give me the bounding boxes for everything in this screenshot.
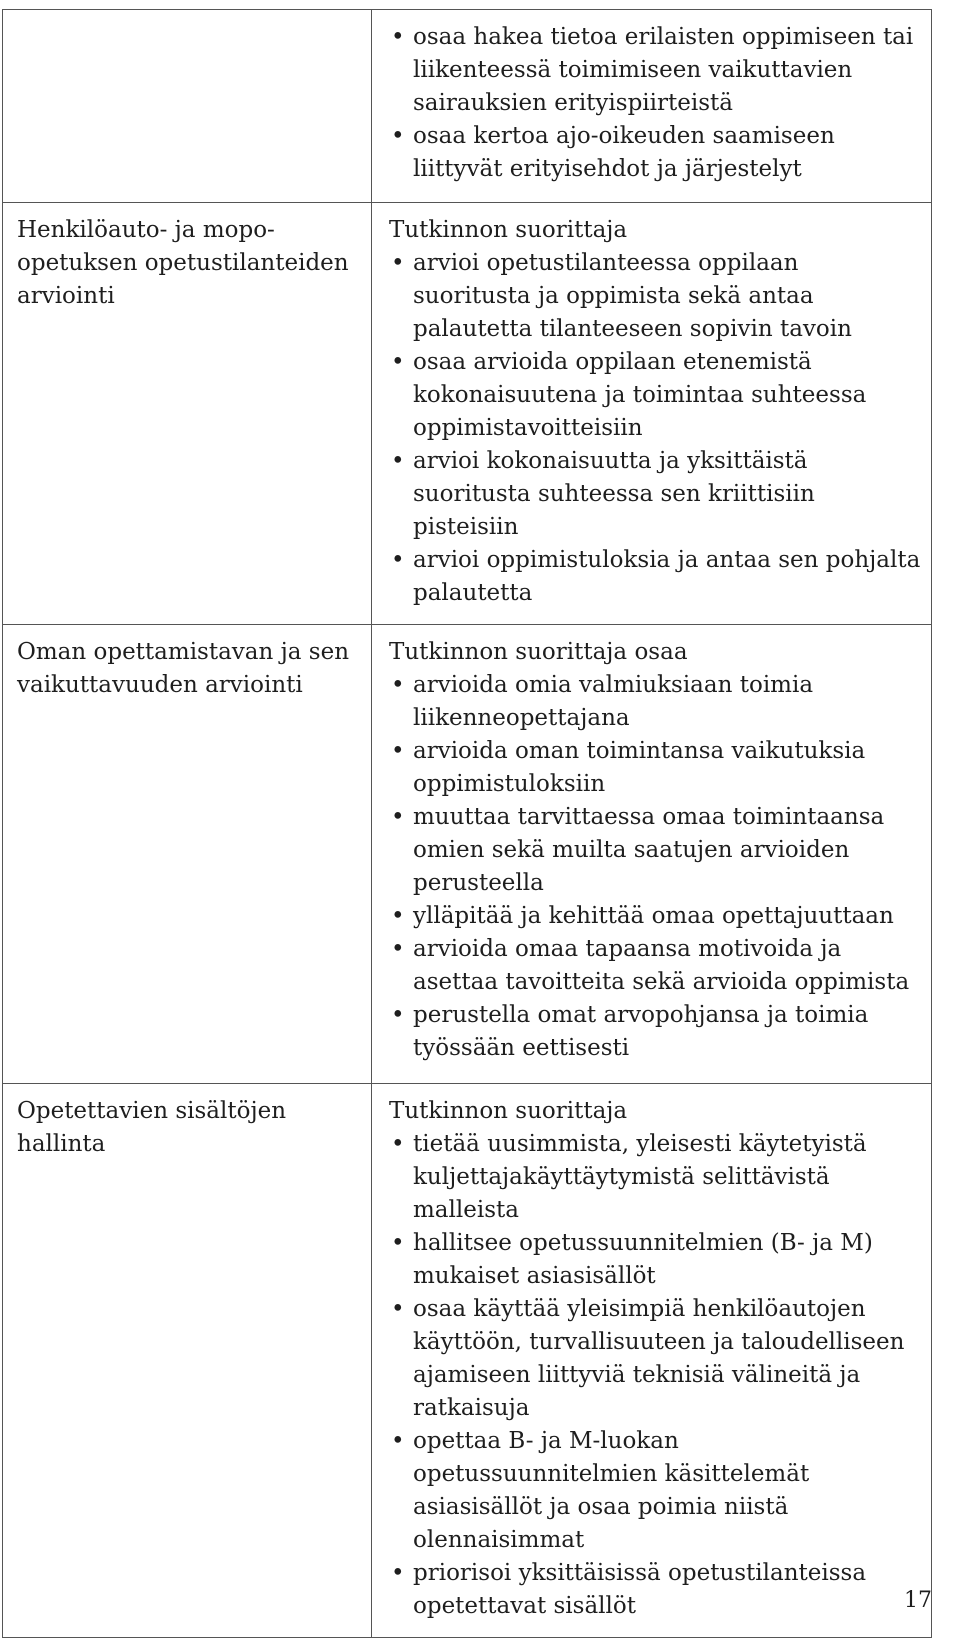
- row-label: Oman opettamistavan ja sen vaikuttavuuden arviointi: [17, 639, 350, 698]
- list-item: • arvioi opetustilanteessa oppilaan suoritusta ja oppimista sekä antaa palautetta tilanteeseen sopivin tavoin: [389, 247, 921, 346]
- bullet-list: [389, 669, 921, 1065]
- row-content-cell: [372, 1084, 932, 1638]
- row-intro: Tutkinnon suorittaja: [389, 217, 628, 243]
- bullet-list: [389, 1128, 921, 1623]
- list-item: • arvioi kokonaisuutta ja yksittäistä suoritusta suhteessa sen kriittisiin pisteisiin: [389, 445, 921, 544]
- table-row: [3, 1084, 932, 1638]
- list-item: • hallitsee opetussuunnitelmien (B- ja M) mukaiset asiasisällöt: [389, 1227, 921, 1293]
- list-item: • arvioida omia valmiuksiaan toimia liikenneopettajana: [389, 669, 921, 735]
- list-item: • arvioi oppimistuloksia ja antaa sen pohjalta palautetta: [389, 544, 921, 610]
- list-item: • arvioida oman toimintansa vaikutuksia oppimistuloksiin: [389, 735, 921, 801]
- row-content-cell: [372, 10, 932, 203]
- list-item: • osaa käyttää yleisimpiä henkilöautojen käyttöön, turvallisuuteen ja taloudelliseen ajamiseen liittyviä teknisiä välineitä ja ratkaisuja: [389, 1293, 921, 1425]
- list-item: • perustella omat arvopohjansa ja toimia työssään eettisesti: [389, 999, 921, 1065]
- row-content-cell: [372, 625, 932, 1084]
- list-item: • osaa hakea tietoa erilaisten oppimiseen tai liikenteessä toimimiseen vaikuttavien sairauksien erityispiirteistä: [389, 21, 921, 120]
- list-item: • opettaa B- ja M-luokan opetussuunnitelmien käsittelemät asiasisällöt ja osaa poimia niistä olennaisimmat: [389, 1425, 921, 1557]
- row-label-cell: [3, 625, 372, 1084]
- bullet-list: [389, 21, 921, 186]
- page-number: 17: [904, 1588, 932, 1613]
- row-label: Henkilöauto- ja mopo-opetuksen opetustilanteiden arviointi: [17, 217, 349, 309]
- row-content-cell: [372, 203, 932, 625]
- list-item: • osaa arvioida oppilaan etenemistä kokonaisuutena ja toimintaa suhteessa oppimistavoitteisiin: [389, 346, 921, 445]
- criteria-table: [2, 9, 932, 1638]
- row-label: [3, 10, 371, 21]
- bullet-list: [389, 247, 921, 610]
- table-row: [3, 625, 932, 1084]
- row-intro: Tutkinnon suorittaja: [389, 1098, 628, 1124]
- list-item: • osaa kertoa ajo-oikeuden saamiseen liittyvät erityisehdot ja järjestelyt: [389, 120, 921, 186]
- row-label-cell: [3, 203, 372, 625]
- row-label-cell: [3, 10, 372, 203]
- list-item: • priorisoi yksittäisissä opetustilanteissa opetettavat sisällöt: [389, 1557, 921, 1623]
- row-label-cell: [3, 1084, 372, 1638]
- row-intro: Tutkinnon suorittaja osaa: [389, 639, 688, 665]
- row-label: Opetettavien sisältöjen hallinta: [17, 1098, 287, 1157]
- list-item: • ylläpitää ja kehittää omaa opettajuuttaan: [389, 900, 921, 933]
- list-item: • arvioida omaa tapaansa motivoida ja asettaa tavoitteita sekä arvioida oppimista: [389, 933, 921, 999]
- list-item: • tietää uusimmista, yleisesti käytetyistä kuljettajakäyttäytymistä selittävistä malleista: [389, 1128, 921, 1227]
- table-row: [3, 203, 932, 625]
- list-item: • muuttaa tarvittaessa omaa toimintaansa omien sekä muilta saatujen arvioiden perusteella: [389, 801, 921, 900]
- table-row: [3, 10, 932, 203]
